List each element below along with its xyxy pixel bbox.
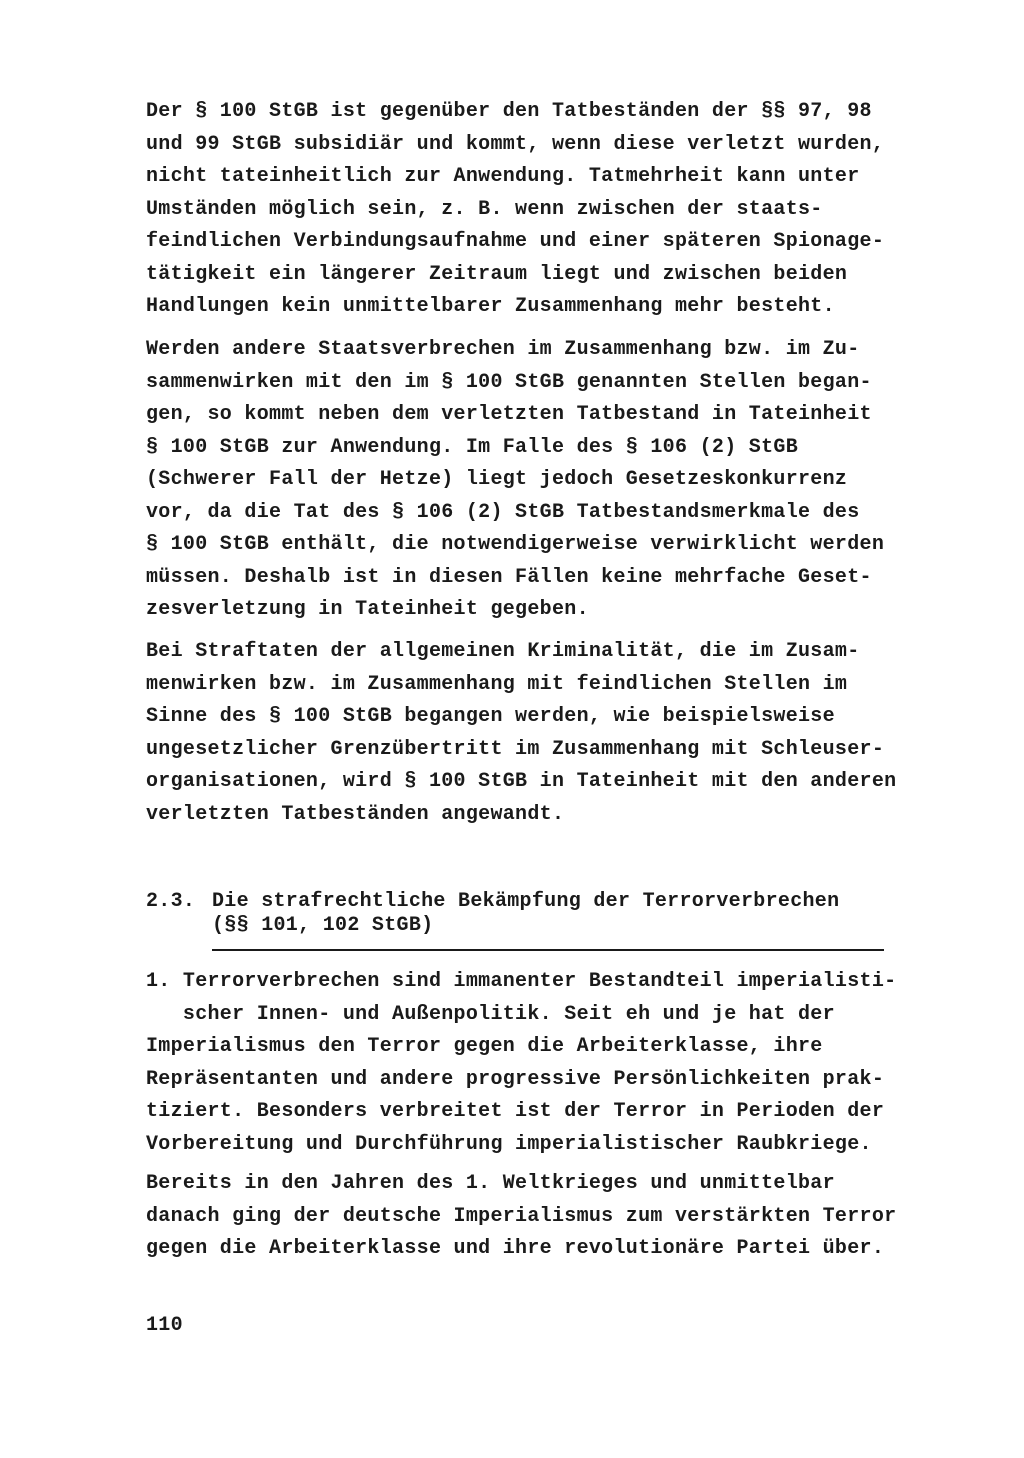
text-line: Vorbereitung und Durchführung imperialistischer Raubkriege. — [146, 1132, 872, 1156]
text-line: gen, so kommt neben dem verletzten Tatbestand in Tateinheit — [146, 403, 872, 426]
text-line: Der § 100 StGB ist gegenüber den Tatbeständen der §§ 97, 98 — [146, 100, 872, 123]
text-line: tiziert. Besonders verbreitet ist der Terror in Perioden der — [146, 1100, 885, 1123]
text-line: ungesetzlicher Grenzübertritt im Zusammenhang mit Schleuser- — [146, 737, 885, 761]
text-line: Bei Straftaten der allgemeinen Kriminalität, die im Zusam- — [146, 640, 860, 663]
paragraph-world-war — [146, 1168, 956, 1266]
text-line: vor, da die Tat des § 106 (2) StGB Tatbestandsmerkmale des — [146, 500, 860, 524]
section-underline — [212, 949, 884, 951]
paragraph-terror-intro — [146, 966, 956, 1161]
text-line: (Schwerer Fall der Hetze) liegt jedoch Gesetzeskonkurrenz — [146, 468, 848, 491]
text-line: § 100 StGB zur Anwendung. Im Falle des § 106 (2) StGB — [146, 435, 799, 459]
text-line: gegen die Arbeiterklasse und ihre revolutionäre Partei über. — [146, 1237, 885, 1260]
section-subtitle: (§§ 101, 102 StGB) — [212, 914, 434, 937]
page-number: 110 — [146, 1314, 183, 1337]
text-line: danach ging der deutsche Imperialismus zum verstärkten Terror — [146, 1204, 897, 1228]
text-line: zesverletzung in Tateinheit gegeben. — [146, 598, 589, 621]
text-line: feindlichen Verbindungsaufnahme und einer späteren Spionage- — [146, 230, 885, 253]
text-line: Sinne des § 100 StGB begangen werden, wie beispielsweise — [146, 705, 835, 728]
text-line: organisationen, wird § 100 StGB in Tateinheit mit den anderen — [146, 770, 897, 793]
paragraph-general-crime — [146, 636, 956, 831]
text-line: sammenwirken mit den im § 100 StGB genannten Stellen began- — [146, 370, 872, 394]
text-line: Werden andere Staatsverbrechen im Zusammenhang bzw. im Zu- — [146, 338, 860, 361]
paragraph-state-crimes — [146, 334, 956, 627]
text-line: Imperialismus den Terror gegen die Arbeiterklasse, ihre — [146, 1035, 823, 1058]
text-line: verletzten Tatbeständen angewandt. — [146, 802, 565, 826]
section-number: 2.3. — [146, 890, 196, 913]
text-line: scher Innen- und Außenpolitik. Seit eh und je hat der — [146, 1002, 835, 1026]
text-line: Umständen möglich sein, z. B. wenn zwischen der staats- — [146, 197, 823, 221]
text-line: und 99 StGB subsidiär und kommt, wenn diese verletzt wurden, — [146, 132, 885, 156]
text-line: Repräsentanten und andere progressive Persönlichkeiten prak- — [146, 1067, 885, 1091]
text-line: Bereits in den Jahren des 1. Weltkrieges und unmittelbar — [146, 1172, 835, 1195]
text-line: menwirken bzw. im Zusammenhang mit feindlichen Stellen im — [146, 672, 848, 696]
text-line: tätigkeit ein längerer Zeitraum liegt und zwischen beiden — [146, 262, 848, 286]
paragraph-subsidiarity — [146, 96, 956, 324]
section-heading-line-1 — [146, 890, 906, 914]
text-line: § 100 StGB enthält, die notwendigerweise verwirklicht werden — [146, 533, 885, 556]
text-line: müssen. Deshalb ist in diesen Fällen keine mehrfache Geset- — [146, 565, 872, 589]
section-title: Die strafrechtliche Bekämpfung der Terrorverbrechen — [212, 890, 840, 913]
text-line: nicht tateinheitlich zur Anwendung. Tatmehrheit kann unter — [146, 165, 860, 188]
section-heading — [146, 890, 906, 938]
text-line: Handlungen kein unmittelbarer Zusammenhang mehr besteht. — [146, 295, 835, 318]
text-line: 1. Terrorverbrechen sind immanenter Bestandteil imperialisti- — [146, 970, 897, 993]
